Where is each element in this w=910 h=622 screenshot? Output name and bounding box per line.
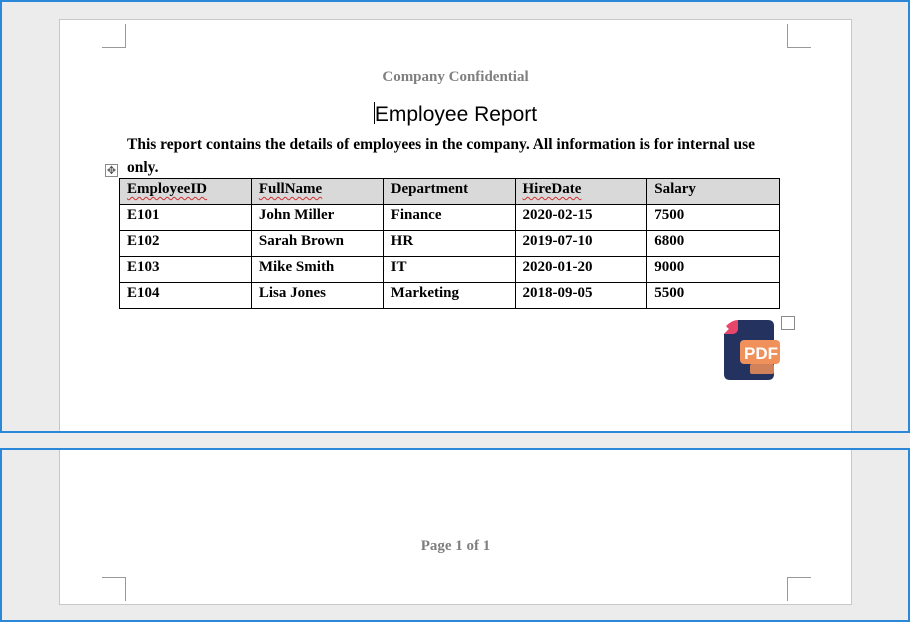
table-cell[interactable]: Mike Smith bbox=[251, 257, 383, 283]
intro-paragraph[interactable]: This report contains the details of employees in the company. All information is for internal use only. bbox=[127, 136, 756, 176]
column-header[interactable]: Salary bbox=[647, 179, 780, 205]
crop-mark-bottom-right bbox=[787, 577, 811, 601]
table-cell[interactable]: 9000 bbox=[647, 257, 780, 283]
crop-mark-bottom-left bbox=[102, 577, 126, 601]
page-body[interactable] bbox=[59, 19, 852, 433]
table-row bbox=[120, 283, 780, 309]
table-cell[interactable]: Finance bbox=[383, 205, 515, 231]
table-cell[interactable]: IT bbox=[383, 257, 515, 283]
table-cell[interactable]: 2019-07-10 bbox=[515, 231, 647, 257]
column-header[interactable]: Department bbox=[383, 179, 515, 205]
document-title[interactable] bbox=[60, 102, 851, 127]
column-header[interactable]: FullName bbox=[251, 179, 383, 205]
table-cell[interactable]: John Miller bbox=[251, 205, 383, 231]
column-header[interactable]: HireDate bbox=[515, 179, 647, 205]
table-cell[interactable]: HR bbox=[383, 231, 515, 257]
resize-handle-icon[interactable] bbox=[781, 316, 795, 330]
table-cell[interactable]: Lisa Jones bbox=[251, 283, 383, 309]
table-cell[interactable]: 5500 bbox=[647, 283, 780, 309]
table-cell[interactable]: E101 bbox=[120, 205, 252, 231]
table-cell[interactable]: 2020-02-15 bbox=[515, 205, 647, 231]
table-cell[interactable]: E102 bbox=[120, 231, 252, 257]
page-header[interactable]: Company Confidential bbox=[382, 69, 529, 85]
table-cell[interactable]: Marketing bbox=[383, 283, 515, 309]
table-cell[interactable]: 6800 bbox=[647, 231, 780, 257]
table-cell[interactable]: Sarah Brown bbox=[251, 231, 383, 257]
pdf-logo bbox=[724, 320, 782, 380]
pdf-logo-text: PDF bbox=[744, 344, 778, 363]
table-row bbox=[120, 205, 780, 231]
employee-table[interactable] bbox=[119, 178, 780, 309]
table-cell[interactable]: E103 bbox=[120, 257, 252, 283]
crop-mark-top-left bbox=[102, 24, 126, 48]
page-footer[interactable]: Page 1 of 1 bbox=[420, 538, 491, 554]
table-cell[interactable]: E104 bbox=[120, 283, 252, 309]
move-arrows-icon[interactable]: ✥ bbox=[106, 164, 117, 177]
column-header[interactable]: EmployeeID bbox=[120, 179, 252, 205]
table-header-row bbox=[120, 179, 780, 205]
crop-mark-top-right bbox=[787, 24, 811, 48]
table-cell[interactable]: 7500 bbox=[647, 205, 780, 231]
table-cell[interactable]: 2018-09-05 bbox=[515, 283, 647, 309]
document-pane-bottom bbox=[0, 448, 910, 622]
table-row bbox=[120, 257, 780, 283]
table-cell[interactable]: 2020-01-20 bbox=[515, 257, 647, 283]
table-row bbox=[120, 231, 780, 257]
document-title-text: Employee Report bbox=[374, 103, 538, 126]
page-footer-area[interactable] bbox=[59, 450, 852, 605]
